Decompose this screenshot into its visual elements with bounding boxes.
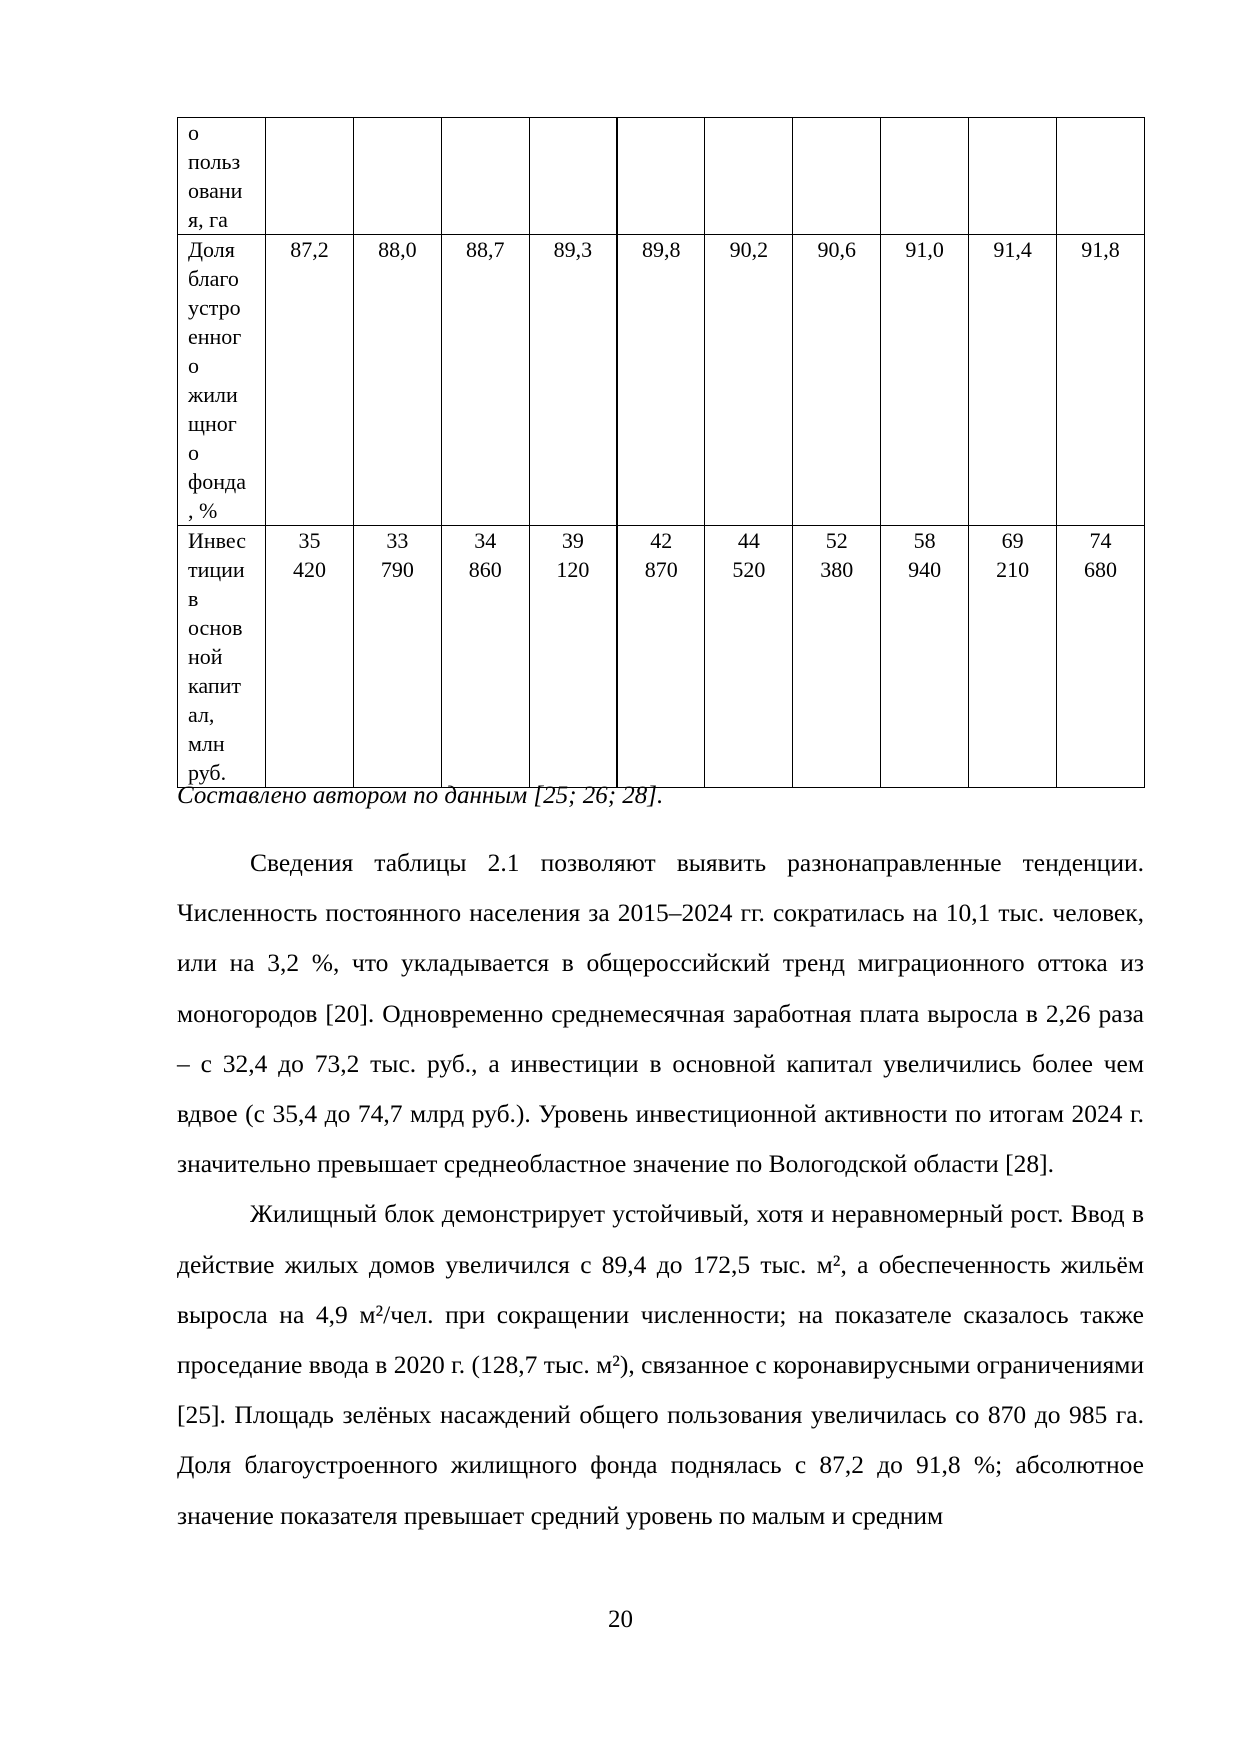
row-label: о польз овани я, га (178, 118, 266, 235)
table-cell (1057, 118, 1145, 235)
table-cell: 89,3 (529, 235, 617, 526)
statistics-table (177, 117, 1145, 788)
table-cell (793, 118, 881, 235)
page-number: 20 (608, 1606, 633, 1633)
table-cell: 35 420 (266, 526, 354, 788)
table-cell (441, 118, 529, 235)
table-cell: 69 210 (969, 526, 1057, 788)
paragraph: Жилищный блок демонстрирует устойчивый, хотя и неравномерный рост. Ввод в действие жилых домов увеличился с 89,4 до 172,5 тыс. м², а обеспеченность жильём выросла на 4,9 м²/чел. при сокращении численности; на показателе сказалось также проседание ввода в 2020 г. (128,7 тыс. м²), связанное с коронавирусными ограничениями [25]. Площадь зелёных насаждений общего пользования увеличилась со 870 до 985 га. Доля благоустроенного жилищного фонда поднялась с 87,2 до 91,8 %; абсолютное значение показателя превышает средний уровень по малым и средним (177, 1199, 1144, 1530)
table-cell: 90,6 (793, 235, 881, 526)
table-cell: 90,2 (705, 235, 793, 526)
table-cell: 91,4 (969, 235, 1057, 526)
body-text (177, 838, 1144, 1541)
table-source-note: Составлено автором по данным [25; 26; 28]. (177, 782, 664, 809)
table-cell: 89,8 (617, 235, 705, 526)
row-label: Инвес тиции в основ ной капит ал, млн руб. (178, 526, 266, 788)
table-cell (529, 118, 617, 235)
table-cell: 74 680 (1057, 526, 1145, 788)
table-cell: 87,2 (266, 235, 354, 526)
table-cell: 88,7 (441, 235, 529, 526)
table-cell: 39 120 (529, 526, 617, 788)
table-cell: 44 520 (705, 526, 793, 788)
table-cell (881, 118, 969, 235)
row-label: Доля благо устро енног о жили щног о фонда , % (178, 235, 266, 526)
table-cell: 58 940 (881, 526, 969, 788)
table-cell (969, 118, 1057, 235)
table-row (178, 118, 1145, 235)
table-cell: 34 860 (441, 526, 529, 788)
table-cell: 91,0 (881, 235, 969, 526)
table-cell (353, 118, 441, 235)
table-cell (705, 118, 793, 235)
table-cell (617, 118, 705, 235)
table-cell: 52 380 (793, 526, 881, 788)
table-row (178, 235, 1145, 526)
paragraph: Сведения таблицы 2.1 позволяют выявить разнонаправленные тенденции. Численность постоянного населения за 2015–2024 гг. сократилась на 10,1 тыс. человек, или на 3,2 %, что укладывается в общероссийский тренд миграционного оттока из моногородов [20]. Одновременно среднемесячная заработная плата выросла в 2,26 раза – с 32,4 до 73,2 тыс. руб., а инвестиции в основной капитал увеличились более чем вдвое (с 35,4 до 74,7 млрд руб.). Уровень инвестиционной активности по итогам 2024 г. значительно превышает среднеобластное значение по Вологодской области [28]. (177, 848, 1144, 1179)
table-cell: 33 790 (353, 526, 441, 788)
table-cell (266, 118, 354, 235)
table-cell: 91,8 (1057, 235, 1145, 526)
table-cell: 88,0 (353, 235, 441, 526)
table-cell: 42 870 (617, 526, 705, 788)
table-row (178, 526, 1145, 788)
